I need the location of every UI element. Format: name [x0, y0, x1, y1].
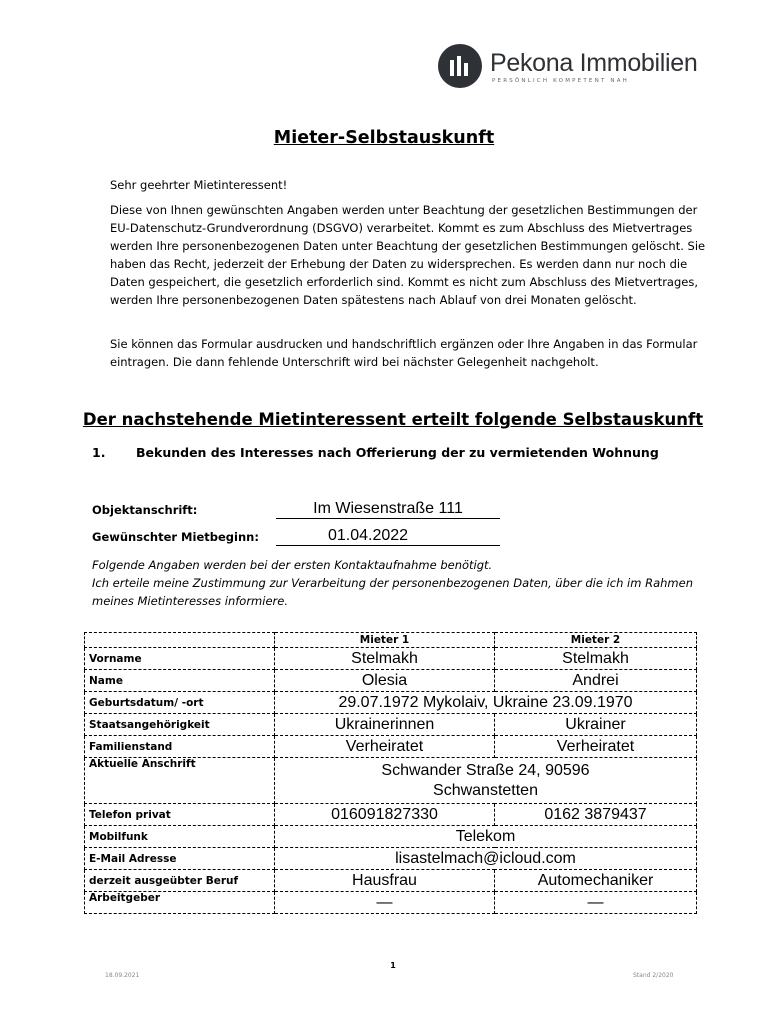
table-row [85, 736, 697, 758]
start-date-field[interactable]: 01.04.2022 [276, 527, 500, 546]
table-row [85, 804, 697, 826]
note-consent: Ich erteile meine Zustimmung zur Verarbeitung der personenbezogenen Daten, über die ich im Rahmen meines Mietinteresses informiere. [92, 576, 693, 608]
table-row [85, 892, 697, 914]
table-row [85, 870, 697, 892]
row-label: Aktuelle Anschrift [85, 758, 275, 804]
first-name-tenant-1[interactable]: Stelmakh [275, 648, 495, 670]
note-first-contact: Folgende Angaben werden bei der ersten Kontaktaufnahme benötigt. [92, 558, 493, 572]
object-address-label: Objektanschrift: [92, 503, 198, 517]
intro-paragraph: Diese von Ihnen gewünschten Angaben werden unter Beachtung der gesetzlichen Bestimmungen der EU-Datenschutz-Grundverordnung (DSGVO) verarbeitet. Kommt es zum Abschluss des Mietvertrages werden Ihre personenbezogenen Daten unter Beachtung der gesetzlichen Bestimmungen gelöscht. Sie haben das Recht, jederzeit der Erhebung der Daten zu widersprechen. Es werden dann nur noch die Daten gespeichert, die gesetzlich erforderlich sind. Kommt es nicht zum Abschluss des Mietvertrages, werden Ihre personenbezogenen Daten spätestens nach Ablauf von drei Monaten gelöscht. [110, 203, 706, 307]
table-row [85, 670, 697, 692]
object-address-field[interactable]: Im Wiesenstraße 111 [276, 500, 500, 519]
last-name-tenant-1[interactable]: Olesia [275, 670, 495, 692]
building-logo-icon [438, 44, 482, 88]
table-header-row [85, 633, 697, 648]
email-address[interactable]: lisastelmach@icloud.com [275, 848, 697, 870]
footer-date: 18.09.2021 [105, 972, 140, 979]
birth-date-place[interactable]: 29.07.1972 Mykolaiv, Ukraine 23.09.1970 [275, 692, 697, 714]
section-subtitle: Der nachstehende Mietinteressent erteilt folgende Selbstauskunft [82, 410, 704, 429]
section-heading [92, 445, 659, 460]
table-row [85, 692, 697, 714]
row-label: derzeit ausgeübter Beruf [85, 870, 275, 892]
document-title: Mieter-Selbstauskunft [273, 128, 495, 148]
section-title: Bekunden des Interesses nach Offerierung der zu vermietenden Wohnung [136, 445, 659, 460]
occupation-tenant-1[interactable]: Hausfrau [275, 870, 495, 892]
mobile-provider[interactable]: Telekom [275, 826, 697, 848]
logo-name: Pekona Immobilien [490, 49, 698, 77]
current-address[interactable]: Schwander Straße 24, 90596 Schwanstetten [275, 758, 697, 804]
row-label: Vorname [85, 648, 275, 670]
start-date-label: Gewünschter Mietbeginn: [92, 530, 259, 544]
table-row [85, 848, 697, 870]
row-label: Mobilfunk [85, 826, 275, 848]
row-label: E-Mail Adresse [85, 848, 275, 870]
occupation-tenant-2[interactable]: Automechaniker [495, 870, 697, 892]
print-paragraph: Sie können das Formular ausdrucken und handschriftlich ergänzen oder Ihre Angaben in das Formular eintragen. Die dann fehlende Unterschrift wird bei nächster Gelegenheit nachgeholt. [110, 337, 698, 369]
nationality-tenant-1[interactable]: Ukrainerinnen [275, 714, 495, 736]
employer-tenant-1[interactable]: — [275, 892, 495, 914]
row-label: Familienstand [85, 736, 275, 758]
table-header-tenant-2: Mieter 2 [495, 633, 697, 648]
row-label: Geburtsdatum/ -ort [85, 692, 275, 714]
marital-status-tenant-1[interactable]: Verheiratet [275, 736, 495, 758]
section-number: 1. [92, 445, 106, 460]
table-header-empty [85, 633, 275, 648]
row-label: Telefon privat [85, 804, 275, 826]
table-row [85, 758, 697, 804]
first-name-tenant-2[interactable]: Stelmakh [495, 648, 697, 670]
table-row [85, 648, 697, 670]
greeting: Sehr geehrter Mietinteressent! [110, 178, 288, 192]
last-name-tenant-2[interactable]: Andrei [495, 670, 697, 692]
phone-tenant-1[interactable]: 016091827330 [275, 804, 495, 826]
table-row [85, 714, 697, 736]
tenant-info-table [84, 632, 697, 914]
logo-tagline: PERSÖNLICH KOMPETENT NAH [492, 78, 629, 84]
employer-tenant-2[interactable]: — [495, 892, 697, 914]
row-label: Name [85, 670, 275, 692]
row-label: Arbeitgeber [85, 892, 275, 914]
row-label: Staatsangehörigkeit [85, 714, 275, 736]
table-row [85, 826, 697, 848]
company-logo [438, 44, 698, 88]
footer-version: Stand 2/2020 [633, 972, 674, 979]
phone-tenant-2[interactable]: 0162 3879437 [495, 804, 697, 826]
table-header-tenant-1: Mieter 1 [275, 633, 495, 648]
page-number: 1 [390, 961, 396, 970]
marital-status-tenant-2[interactable]: Verheiratet [495, 736, 697, 758]
nationality-tenant-2[interactable]: Ukrainer [495, 714, 697, 736]
